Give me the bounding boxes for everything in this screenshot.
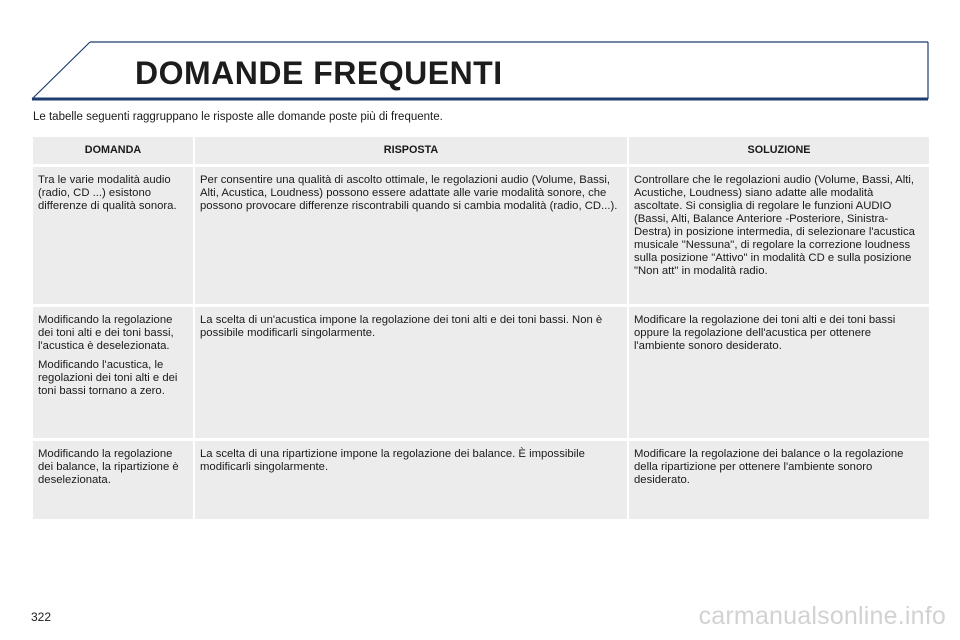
- column-header-risposta: RISPOSTA: [194, 137, 628, 166]
- column-header-soluzione: SOLUZIONE: [628, 137, 930, 166]
- table-header-row: [32, 137, 930, 166]
- question-text: Modificando la regolazione dei balance, la ripartizione è deselezionata.: [38, 448, 179, 486]
- watermark: carmanualsonline.info: [698, 602, 946, 630]
- header-diagonal-line: [32, 42, 90, 99]
- page-number: 322: [31, 610, 52, 624]
- question-cell: [32, 440, 194, 520]
- solution-cell: Modificare la regolazione dei toni alti e dei toni bassi oppure la regolazione dell'acustica per ottenere l'ambiente sonoro desiderato.: [628, 306, 930, 440]
- table-row: [32, 306, 930, 440]
- answer-cell: Per consentire una qualità di ascolto ottimale, le regolazioni audio (Volume, Bassi, Alti, Acustica, Loudness) possono essere adattate alle varie modalità sonore, che possono provocare differenze riscontrabili quando si cambia modalità (radio, CD...).: [194, 166, 628, 306]
- column-header-domanda: DOMANDA: [32, 137, 194, 166]
- faq-table: [31, 137, 931, 521]
- question-text: Modificando l'acustica, le regolazioni dei toni alti e dei toni bassi tornano a zero.: [38, 359, 178, 397]
- table-row: [32, 440, 930, 520]
- solution-cell: Modificare la regolazione dei balance o la regolazione della ripartizione per ottenere l'ambiente sonoro desiderato.: [628, 440, 930, 520]
- question-cell: [32, 306, 194, 440]
- intro-text: Le tabelle seguenti raggruppano le risposte alle domande poste più di frequente.: [33, 111, 443, 123]
- question-text: Tra le varie modalità audio (radio, CD ...) esistono differenze di qualità sonora.: [38, 174, 177, 212]
- answer-cell: La scelta di una ripartizione impone la regolazione dei balance. È impossibile modificarli singolarmente.: [194, 440, 628, 520]
- solution-cell: Controllare che le regolazioni audio (Volume, Bassi, Alti, Acustiche, Loudness) siano adatte alle modalità ascoltate. Si consiglia di regolare le funzioni AUDIO (Bassi, Alti, Balance Anteriore -Posteriore, Sinistra-Destra) in posizione intermedia, di selezionare l'acustica musicale "Nessuna", di regolare la correzione loudness sulla posizione "Attivo" in modalità CD e sulla posizione "Non att" in modalità radio.: [628, 166, 930, 306]
- answer-cell: La scelta di un'acustica impone la regolazione dei toni alti e dei toni bassi. Non è possibile modificarli singolarmente.: [194, 306, 628, 440]
- question-text: Modificando la regolazione dei toni alti e dei toni bassi, l'acustica è deselezionata.: [38, 314, 174, 352]
- question-cell: [32, 166, 194, 306]
- page-title: DOMANDE FREQUENTI: [135, 55, 503, 91]
- table-row: [32, 166, 930, 306]
